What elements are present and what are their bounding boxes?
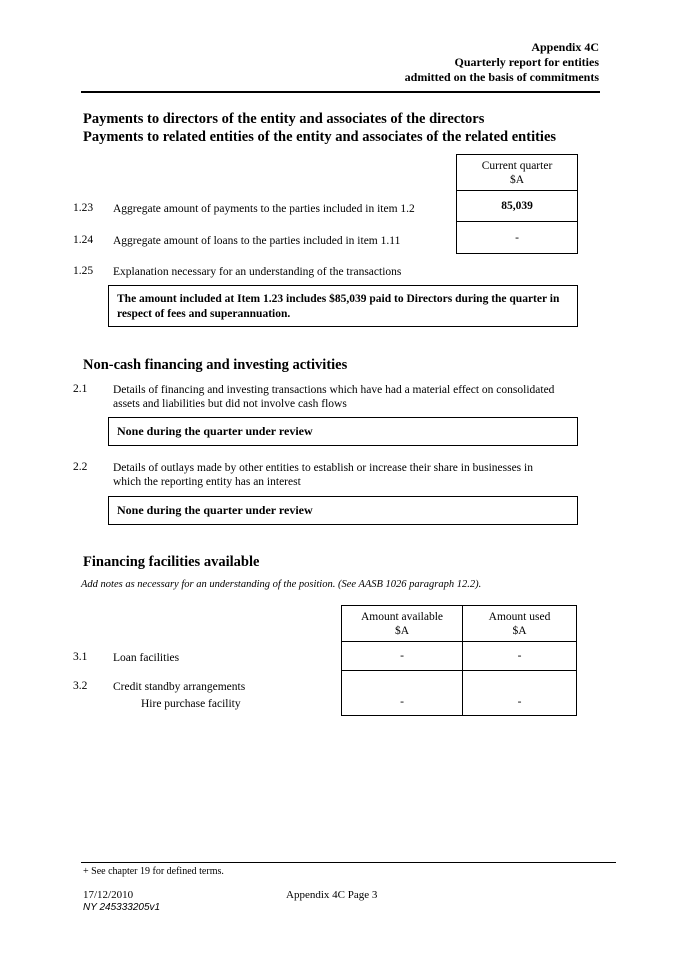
financing-note: Add notes as necessary for an understanding of the position. (See AASB 1026 paragraph 12.2). xyxy=(81,579,482,590)
header-line-3: admitted on the basis of commitments xyxy=(404,70,599,84)
footer-rule xyxy=(81,862,616,863)
footer-docref: NY 245333205v1 xyxy=(83,902,161,913)
amount-available-label: Amount available xyxy=(360,610,444,623)
explanation-line-2: respect of fees and superannuation. xyxy=(117,308,291,320)
amount-used-label: Amount used xyxy=(488,610,551,623)
item-description-line-1: Details of financing and investing transactions which have had a material effect on consolidated xyxy=(113,384,555,396)
item-label: Loan facilities xyxy=(113,652,180,664)
credit-used-cell xyxy=(462,670,577,716)
footer-date: 17/12/2010 xyxy=(83,889,134,901)
item-label: Credit standby arrangements xyxy=(113,681,246,693)
footer-note: + See chapter 19 for defined terms. xyxy=(83,866,224,877)
footer-page: Appendix 4C Page 3 xyxy=(286,889,378,901)
payments-title-2: Payments to related entities of the entity and associates of the related entities xyxy=(83,129,557,145)
current-quarter-unit: $A xyxy=(509,173,525,186)
current-quarter-label: Current quarter xyxy=(481,159,553,172)
item-number: 3.2 xyxy=(73,680,88,692)
explanation-box xyxy=(108,285,578,327)
item-sublabel: Hire purchase facility xyxy=(141,698,241,710)
noncash-box-2-1 xyxy=(108,417,578,446)
payments-value-cell: 85,039 xyxy=(456,190,578,222)
loans-value-cell: - xyxy=(456,221,578,254)
amount-used-header xyxy=(462,605,577,642)
item-number: 1.24 xyxy=(73,234,94,246)
amount-available-header xyxy=(341,605,463,642)
item-description-line-2: which the reporting entity has an interest xyxy=(113,476,301,488)
item-label: Aggregate amount of payments to the parties included in item 1.2 xyxy=(113,203,415,215)
item-number: 1.25 xyxy=(73,265,94,277)
noncash-box-text: None during the quarter under review xyxy=(117,424,313,438)
item-label: Explanation necessary for an understanding of the transactions xyxy=(113,266,402,278)
payments-title-1: Payments to directors of the entity and associates of the directors xyxy=(83,111,485,127)
item-description xyxy=(113,383,573,411)
loan-available-cell: - xyxy=(341,641,463,671)
header-rule xyxy=(81,91,600,93)
noncash-title: Non-cash financing and investing activities xyxy=(83,357,348,373)
financing-title: Financing facilities available xyxy=(83,554,260,570)
appendix-header xyxy=(405,40,599,85)
header-line-1: Appendix 4C xyxy=(531,40,599,54)
item-number: 1.23 xyxy=(73,202,94,214)
item-number: 2.2 xyxy=(73,461,88,473)
amount-available-unit: $A xyxy=(394,624,410,637)
item-description xyxy=(113,461,573,489)
loan-used-cell: - xyxy=(462,641,577,671)
item-number: 2.1 xyxy=(73,383,88,395)
explanation-line-1: The amount included at Item 1.23 includes $85,039 paid to Directors during the quarter in xyxy=(117,293,560,305)
noncash-box-text: None during the quarter under review xyxy=(117,503,313,517)
credit-available-cell xyxy=(341,670,463,716)
item-description-line-1: Details of outlays made by other entities to establish or increase their share in businesses in xyxy=(113,462,533,474)
amount-used-unit: $A xyxy=(512,624,527,637)
current-quarter-header xyxy=(456,154,578,191)
noncash-box-2-2 xyxy=(108,496,578,525)
credit-used-value: - xyxy=(517,696,522,708)
header-line-2: Quarterly report for entities xyxy=(454,55,599,69)
item-description-line-2: assets and liabilities but did not involve cash flows xyxy=(113,398,347,410)
credit-available-value: - xyxy=(400,696,404,708)
item-number: 3.1 xyxy=(73,651,88,663)
item-label: Aggregate amount of loans to the parties included in item 1.11 xyxy=(113,235,401,247)
